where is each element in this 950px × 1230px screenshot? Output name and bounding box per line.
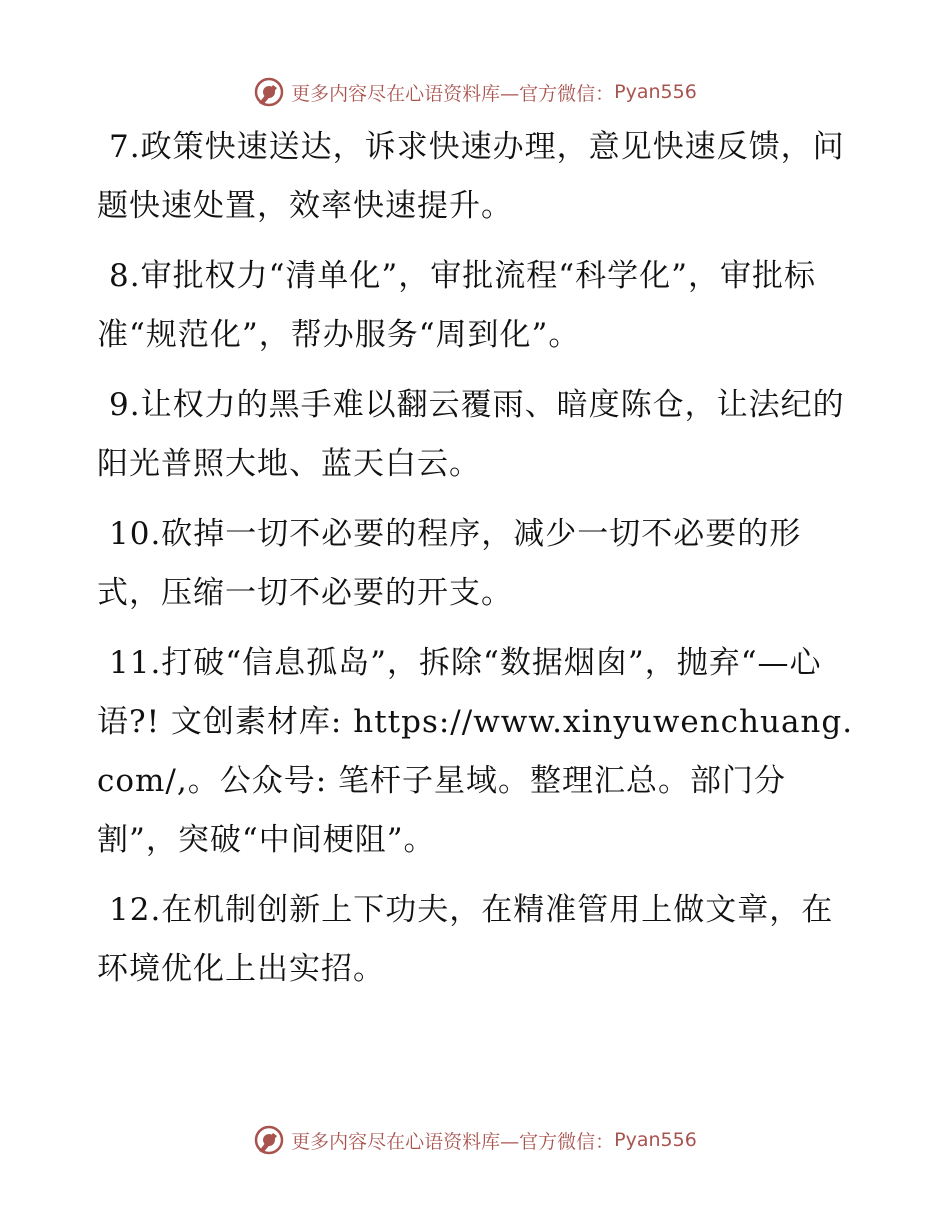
- pen-logo-icon: [253, 1124, 285, 1156]
- header-contact-id: Pyan556: [614, 81, 697, 103]
- list-item: 8.审批权力“清单化”，审批流程“科学化”，审批标准“规范化”，帮办服务“周到化”。: [97, 258, 816, 353]
- document-body: [97, 118, 857, 1010]
- footer-brand-text: 更多内容尽在心语资料库—官方微信：: [291, 1130, 615, 1153]
- list-item: 12.在机制创新上下功夫，在精准管用上做文章，在环境优化上出实招。: [97, 892, 834, 987]
- pen-logo-icon: [253, 76, 285, 108]
- list-item: 11.打破“信息孤岛”，拆除“数据烟囱”，抛弃“—心语?! 文创素材库: https://www.xinyuwenchuang.com/,。公众号: 笔杆子星域。整理汇总。部门分割”，突破“中间梗阻”。: [97, 645, 854, 858]
- list-item: 9.让权力的黑手难以翻云覆雨、暗度陈仓，让法纪的阳光普照大地、蓝天白云。: [97, 387, 845, 482]
- footer-contact-id: Pyan556: [614, 1129, 697, 1151]
- header-watermark: [0, 72, 950, 112]
- footer-watermark: [0, 1120, 950, 1160]
- list-item: 7.政策快速送达，诉求快速办理，意见快速反馈，问题快速处置，效率快速提升。: [97, 129, 845, 224]
- header-brand-text: 更多内容尽在心语资料库—官方微信：: [291, 82, 615, 105]
- list-item: 10.砍掉一切不必要的程序，减少一切不必要的形式，压缩一切不必要的开支。: [97, 516, 802, 611]
